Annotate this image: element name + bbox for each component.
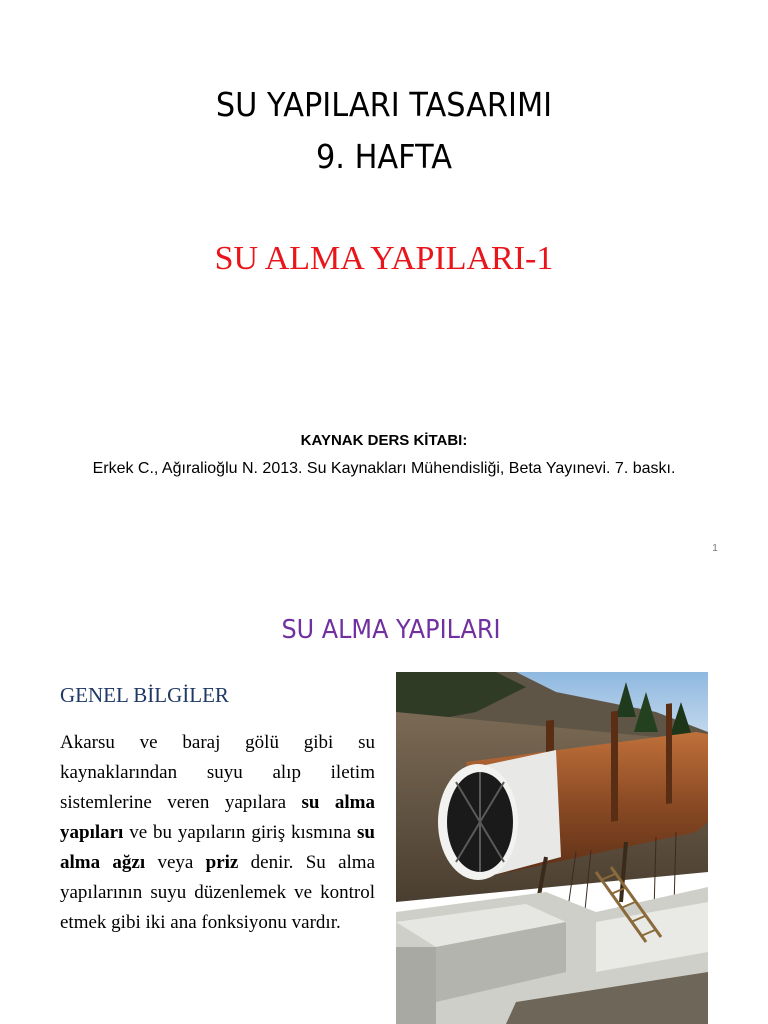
intake-pipe-photo xyxy=(396,672,708,1024)
slide-subtitle: SU ALMA YAPILARI-1 xyxy=(214,240,554,277)
source-citation: Erkek C., Ağıralioğlu N. 2013. Su Kaynakları Mühendisliği, Beta Yayınevi. 7. baskı. xyxy=(92,460,676,477)
slide-2 xyxy=(0,575,768,1024)
term-priz: priz xyxy=(205,852,239,873)
term-su-alma-agzi: su alma ağzı xyxy=(60,822,375,873)
term-su-alma-yapilari: su alma yapıları xyxy=(60,792,376,843)
body-text-3: veya xyxy=(145,852,206,873)
slide-title-line-2: 9. HAFTA xyxy=(315,137,453,176)
source-heading: KAYNAK DERS KİTABI: xyxy=(300,432,468,449)
slide-title-line-1: SU YAPILARI TASARIMI xyxy=(215,85,553,124)
page-number: 1 xyxy=(712,543,718,554)
body-text-1: Akarsu ve baraj gölü gibi su kaynaklarından suyu alıp iletim sistemlerine veren yapılara xyxy=(60,732,375,813)
body-text-2: ve bu yapıların giriş kısmına xyxy=(123,822,358,843)
body-text-4: denir. Su alma yapılarının suyu düzenlemek ve kontrol etmek gibi iki ana fonksiyonu vardır. xyxy=(60,852,375,933)
section-heading: GENEL BİLGİLER xyxy=(60,683,229,707)
slide-2-title: SU ALMA YAPILARI xyxy=(281,615,501,645)
body-paragraph xyxy=(60,728,375,938)
